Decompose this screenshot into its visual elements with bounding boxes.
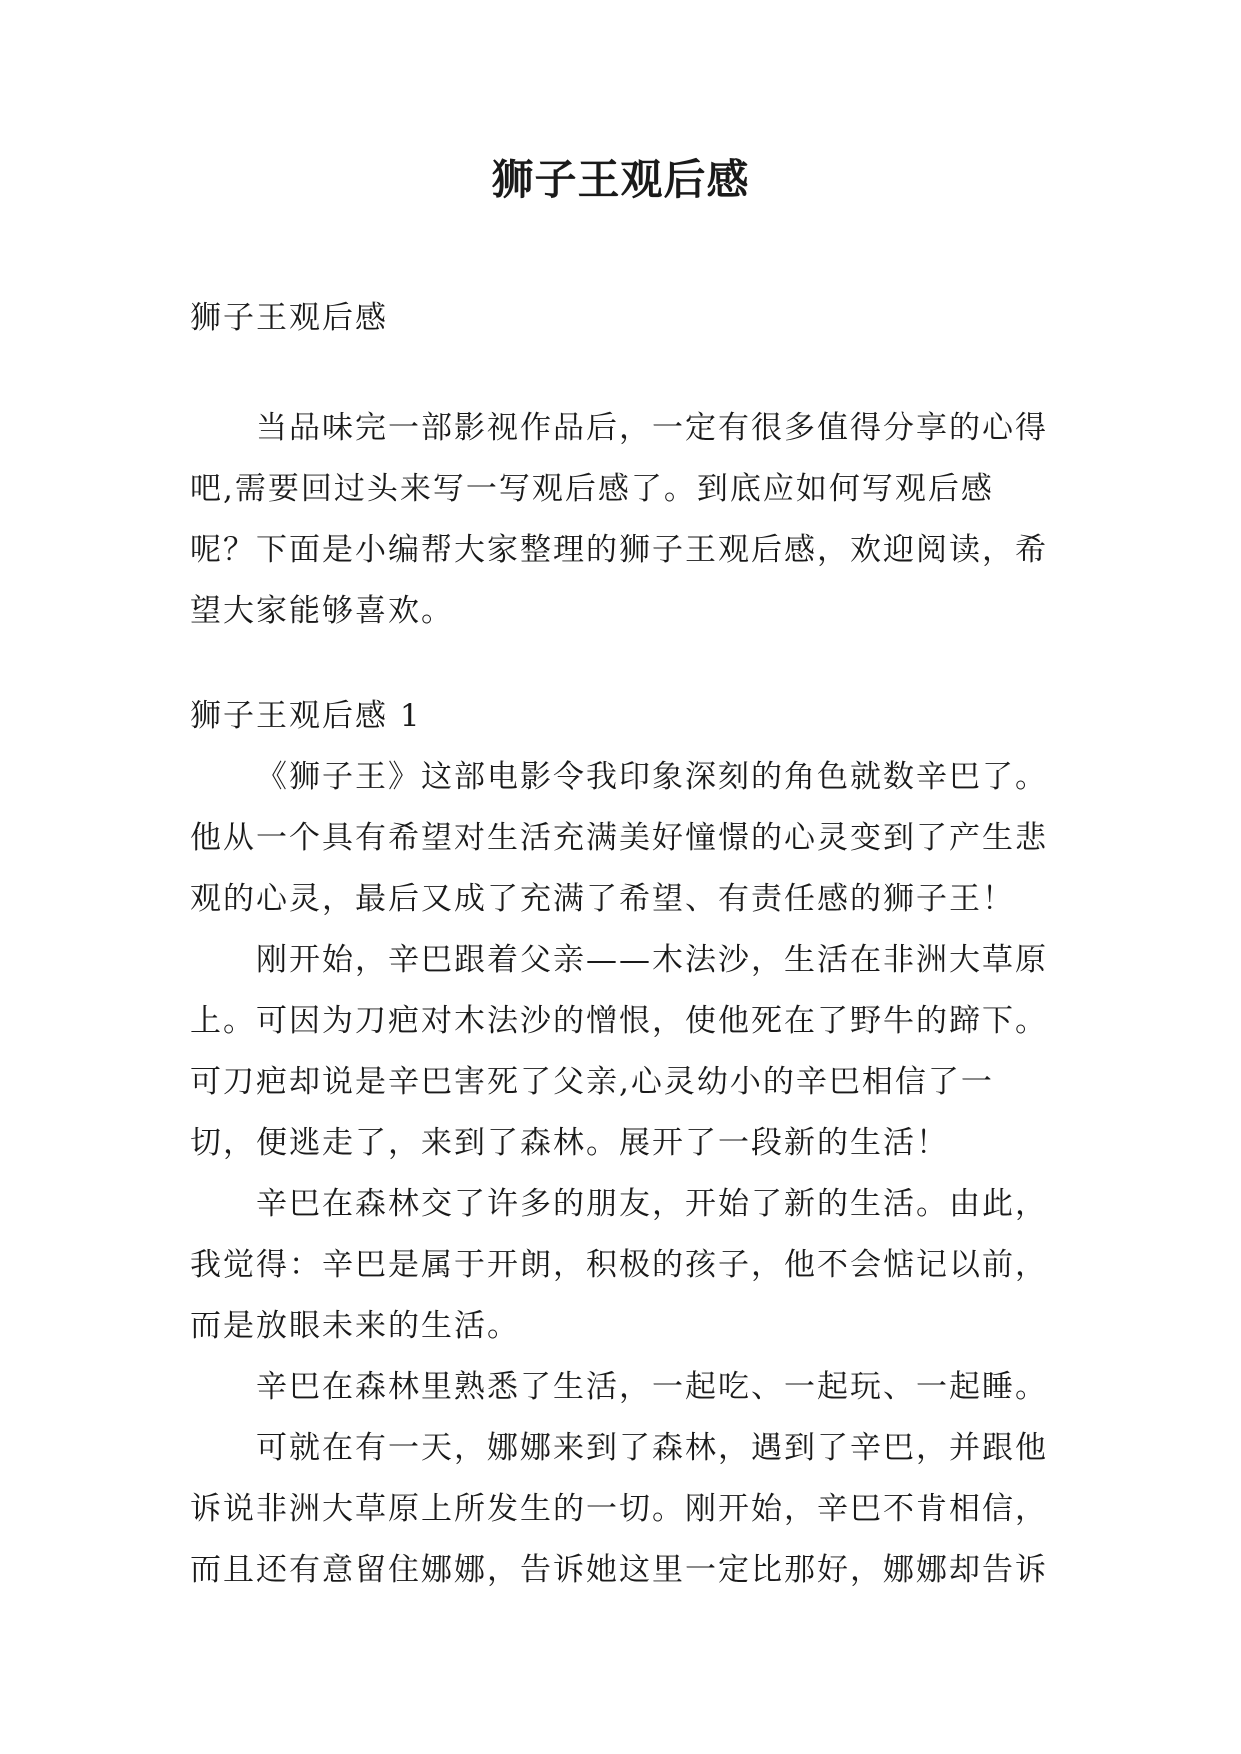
document-title: 狮子王观后感 <box>491 155 750 204</box>
essay-paragraph: 辛巴在森林交了许多的朋友，开始了新的生活。由此，我觉得：辛巴是属于开朗，积极的孩子，他不会惦记以前，而是放眼未来的生活。 <box>190 1186 1048 1344</box>
section-heading: 狮子王观后感 1 <box>190 698 422 734</box>
essay-paragraph: 刚开始，辛巴跟着父亲——木法沙，生活在非洲大草原上。可因为刀疤对木法沙的憎恨，使他死在了野牛的蹄下。可刀疤却说是辛巴害死了父亲,心灵幼小的辛巴相信了一切，便逃走了，来到了森林。展开了一段新的生活！ <box>190 942 1048 1161</box>
intro-paragraph: 当品味完一部影视作品后，一定有很多值得分享的心得吧,需要回过头来写一写观后感了。到底应如何写观后感呢？下面是小编帮大家整理的狮子王观后感，欢迎阅读，希望大家能够喜欢。 <box>190 410 1048 629</box>
essay-paragraph: 《狮子王》这部电影令我印象深刻的角色就数辛巴了。他从一个具有希望对生活充满美好憧憬的心灵变到了产生悲观的心灵，最后又成了充满了希望、有责任感的狮子王！ <box>190 759 1048 917</box>
essay-body <box>190 747 1050 1601</box>
essay-paragraph: 辛巴在森林里熟悉了生活，一起吃、一起玩、一起睡。 <box>256 1369 1048 1405</box>
document-subtitle: 狮子王观后感 <box>190 300 388 336</box>
essay-paragraph: 可就在有一天，娜娜来到了森林，遇到了辛巴，并跟他诉说非洲大草原上所发生的一切。刚开始，辛巴不肯相信，而且还有意留住娜娜，告诉她这里一定比那好，娜娜却告诉 <box>190 1430 1048 1588</box>
